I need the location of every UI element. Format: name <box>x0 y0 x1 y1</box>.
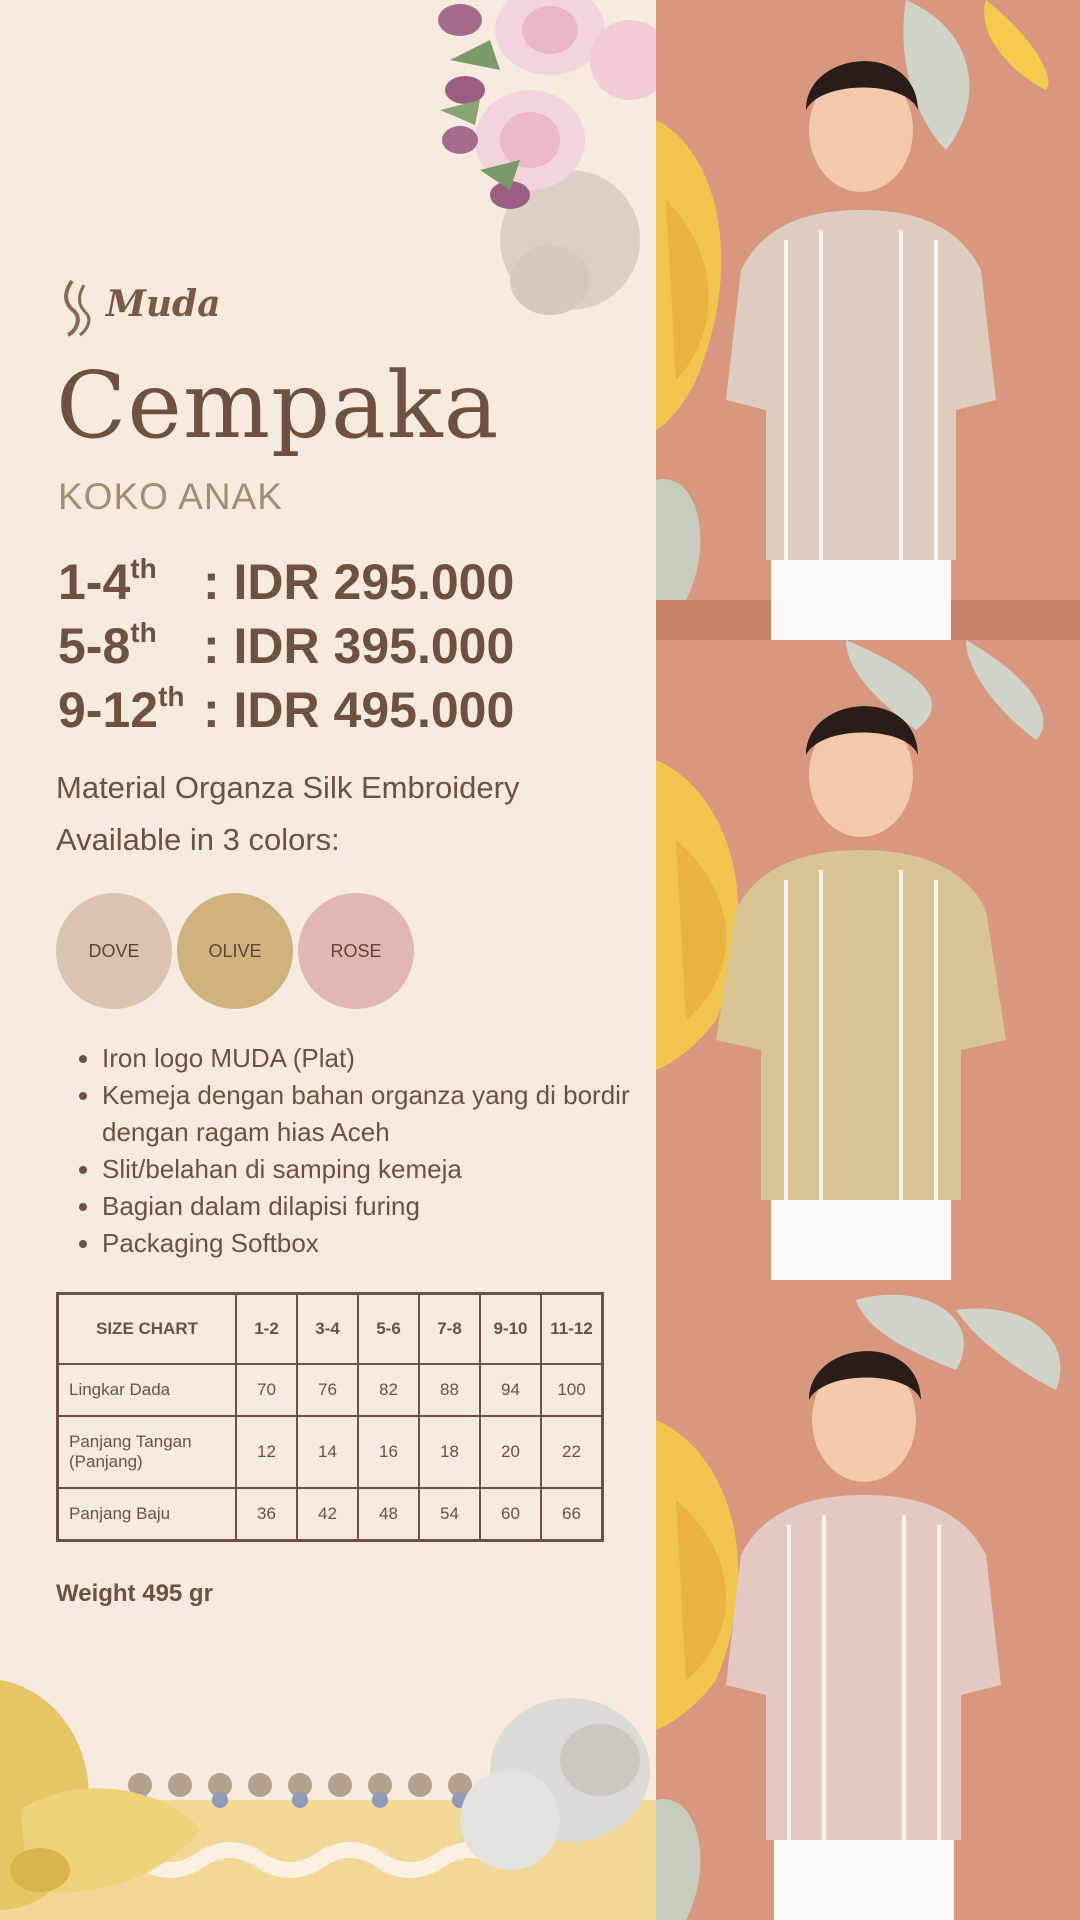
price-row <box>58 614 514 678</box>
available-colors-text: Available in 3 colors: <box>56 822 340 857</box>
table-cell: 20 <box>480 1416 541 1488</box>
table-cell: 100 <box>541 1364 603 1416</box>
product-photo-rose[interactable] <box>656 1280 1080 1920</box>
size-column-header: 5-6 <box>358 1294 419 1365</box>
table-cell: 14 <box>297 1416 358 1488</box>
table-cell: 76 <box>297 1364 358 1416</box>
table-cell: 94 <box>480 1364 541 1416</box>
price-value: : IDR 495.000 <box>203 682 515 738</box>
product-photos <box>656 0 1080 1920</box>
price-value: : IDR 395.000 <box>203 618 515 674</box>
table-row <box>58 1488 603 1540</box>
size-column-header: 1-2 <box>236 1294 297 1365</box>
feature-item: • Packaging Softbox <box>102 1225 642 1262</box>
table-cell: 48 <box>358 1488 419 1540</box>
size-column-header: 9-10 <box>480 1294 541 1365</box>
feature-list <box>74 1040 642 1262</box>
table-cell: 70 <box>236 1364 297 1416</box>
price-row <box>58 550 514 614</box>
floral-decoration-top <box>420 0 656 330</box>
table-cell: 12 <box>236 1416 297 1488</box>
price-row <box>58 678 514 742</box>
price-age: 1-4th <box>58 553 157 610</box>
price-age: 5-8th <box>58 617 157 674</box>
table-row <box>58 1364 603 1416</box>
table-cell: 18 <box>419 1416 480 1488</box>
color-swatch-dove[interactable]: DOVE <box>56 893 172 1009</box>
size-column-header: 7-8 <box>419 1294 480 1365</box>
row-label: Lingkar Dada <box>58 1364 237 1416</box>
product-subtitle: KOKO ANAK <box>58 476 283 517</box>
product-photo-olive[interactable] <box>656 640 1080 1280</box>
size-column-header: 3-4 <box>297 1294 358 1365</box>
product-photo-dove[interactable] <box>656 0 1080 640</box>
feature-item: • Bagian dalam dilapisi furing <box>102 1188 642 1225</box>
brand-logo-mark-icon <box>62 275 102 339</box>
table-cell: 42 <box>297 1488 358 1540</box>
brand-logo <box>62 275 221 339</box>
color-swatch-olive[interactable]: OLIVE <box>177 893 293 1009</box>
feature-item: • Kemeja dengan bahan organza yang di bordir dengan ragam hias Aceh <box>102 1077 642 1151</box>
size-column-header: 11-12 <box>541 1294 603 1365</box>
row-label: Panjang Tangan (Panjang) <box>58 1416 237 1488</box>
product-title: Cempaka <box>56 352 500 459</box>
size-chart-table <box>56 1292 604 1542</box>
price-age: 9-12th <box>58 681 185 738</box>
row-label: Panjang Baju <box>58 1488 237 1540</box>
material-text: Material Organza Silk Embroidery <box>56 770 520 805</box>
table-cell: 82 <box>358 1364 419 1416</box>
table-cell: 88 <box>419 1364 480 1416</box>
table-cell: 54 <box>419 1488 480 1540</box>
brand-logo-text: Muda <box>106 283 221 325</box>
color-swatch-rose[interactable]: ROSE <box>298 893 414 1009</box>
table-cell: 16 <box>358 1416 419 1488</box>
feature-item: • Iron logo MUDA (Plat) <box>102 1040 642 1077</box>
price-value: : IDR 295.000 <box>203 554 515 610</box>
table-cell: 66 <box>541 1488 603 1540</box>
table-cell: 36 <box>236 1488 297 1540</box>
weight-text: Weight 495 gr <box>56 1580 213 1607</box>
table-row <box>58 1416 603 1488</box>
floral-decoration-bottom <box>0 1650 656 1920</box>
feature-item: • Slit/belahan di samping kemeja <box>102 1151 642 1188</box>
table-cell: 60 <box>480 1488 541 1540</box>
table-cell: 22 <box>541 1416 603 1488</box>
size-chart-header: SIZE CHART <box>58 1294 237 1365</box>
